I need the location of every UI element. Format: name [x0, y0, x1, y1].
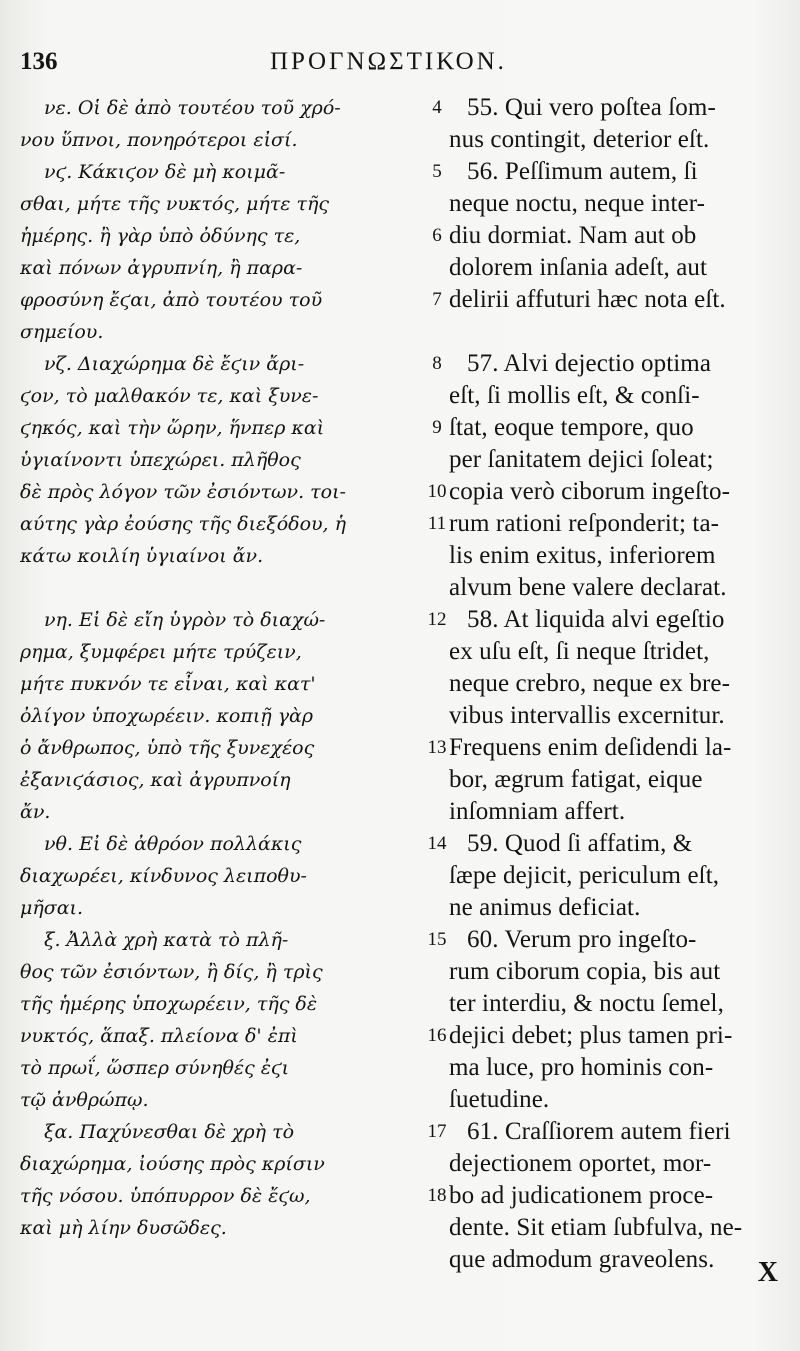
greek-line: ἄν. — [20, 801, 51, 823]
line-number — [425, 540, 449, 572]
latin-line: ſtat, eoque tempore, quo — [449, 414, 694, 441]
line-numbers-column — [425, 924, 449, 1116]
line-number: 7 — [432, 289, 442, 310]
greek-line: νθ. Εἰ δὲ ἀθρόον πολλάκις — [44, 833, 302, 855]
latin-line: rum rationi reſponderit; ta- — [449, 510, 720, 537]
greek-line: ὁ ἄνθρωπος, ὑπὸ τῆς ξυνεχέος — [20, 737, 315, 759]
latin-line: bo ad judicationem proce- — [449, 1182, 714, 1209]
latin-line: ſæpe dejicit, periculum eſt, — [449, 862, 720, 889]
latin-column — [449, 92, 789, 156]
latin-line: ter interdiu, & noctu ſemel, — [449, 990, 724, 1017]
parallel-text-body — [20, 92, 790, 1276]
line-number — [425, 1084, 449, 1116]
greek-column — [20, 156, 425, 348]
line-number — [425, 860, 449, 892]
signature-mark: X — [757, 1257, 778, 1288]
greek-line: δὲ πρὸς λόγον τῶν ἐσιόντων. τοι- — [20, 481, 346, 503]
line-number — [425, 1052, 449, 1084]
latin-line: ſuetudine. — [449, 1086, 550, 1113]
line-number — [425, 444, 449, 476]
latin-column — [449, 924, 789, 1116]
page-header — [20, 48, 790, 92]
section-6 — [20, 924, 790, 1116]
line-number: 5 — [432, 161, 442, 182]
line-number: 13 — [427, 737, 447, 758]
line-number — [425, 1244, 449, 1276]
latin-line: dente. Sit etiam ſubfulva, ne- — [449, 1214, 743, 1241]
latin-line: vibus intervallis excernitur. — [449, 702, 725, 729]
greek-line: τῆς νόσου. ὑπόπυρρον δὲ ἔϛω, — [20, 1185, 311, 1207]
latin-line: neque crebro, neque ex bre- — [449, 670, 731, 697]
greek-line: ϛον, τὸ μαλθακόν τε, καὶ ξυνε- — [20, 385, 319, 407]
greek-line: νη. Εἰ δὲ εἴη ὑγρὸν τὸ διαχώ- — [44, 609, 326, 631]
greek-column — [20, 92, 425, 156]
latin-line: 56. Peſſimum autem, ſi — [467, 158, 698, 185]
latin-line: dejici debet; plus tamen pri- — [449, 1022, 733, 1049]
greek-line: αύτης γὰρ ἐούσης τῆς διεξόδου, ἡ — [20, 513, 347, 535]
line-number — [425, 668, 449, 700]
latin-line: Frequens enim deſidendi la- — [449, 734, 732, 761]
line-numbers-column — [425, 156, 449, 348]
line-number: 12 — [427, 609, 447, 630]
page-number: 136 — [20, 48, 58, 75]
section-3 — [20, 348, 790, 604]
section-1 — [20, 92, 790, 156]
line-number: 11 — [427, 513, 447, 534]
line-number — [425, 988, 449, 1020]
latin-line: ne animus deficiat. — [449, 894, 641, 921]
latin-line: diu dormiat. Nam aut ob — [449, 222, 697, 249]
line-number — [425, 956, 449, 988]
line-number — [425, 252, 449, 284]
latin-line: dolorem inſania adeſt, aut — [449, 254, 708, 281]
line-number: 18 — [427, 1185, 447, 1206]
line-number — [425, 636, 449, 668]
greek-line: νϛ. Κάκιϛον δὲ μὴ κοιμᾶ- — [44, 161, 286, 183]
latin-line: inſomniam affert. — [449, 798, 626, 825]
greek-line: σθαι, μήτε τῆς νυκτός, μήτε τῆς — [20, 193, 330, 215]
line-number — [425, 188, 449, 220]
greek-line: κάτω κοιλίη ὑγιαίνοι ἄν. — [20, 545, 264, 567]
greek-line — [20, 1244, 421, 1276]
latin-line: ma luce, pro hominis con- — [449, 1054, 714, 1081]
line-number — [425, 1212, 449, 1244]
greek-line: νε. Οἱ δὲ ἀπὸ τουτέου τοῦ χρό- — [44, 97, 341, 119]
line-number — [425, 124, 449, 156]
line-number: 9 — [432, 417, 442, 438]
line-number — [425, 380, 449, 412]
greek-line: φροσύνη ἔϛαι, ἀπὸ τουτέου τοῦ — [20, 289, 323, 311]
section-5 — [20, 828, 790, 924]
greek-line: νυκτός, ἅπαξ. πλείονα δ' ἐπὶ — [20, 1025, 298, 1047]
greek-line: ϛηκός, καὶ τὴν ὥρην, ἥνπερ καὶ — [20, 417, 325, 439]
latin-line: bor, ægrum fatigat, eique — [449, 766, 703, 793]
line-number — [425, 316, 449, 348]
greek-column — [20, 604, 425, 828]
greek-line: διαχωρέει, κίνδυνος λειποθυ- — [20, 865, 307, 887]
latin-line: 57. Alvi dejectio optima — [467, 350, 712, 377]
latin-column — [449, 1116, 789, 1276]
greek-line: ἐξανιϛάσιος, καὶ ἀγρυπνοίη — [20, 769, 291, 791]
latin-line: 60. Verum pro ingeſto- — [467, 926, 697, 953]
latin-line — [449, 316, 789, 348]
latin-line: neque noctu, neque inter- — [449, 190, 706, 217]
greek-line: διαχώρημα, ἰούσης πρὸς κρίσιν — [20, 1153, 325, 1175]
line-number — [425, 572, 449, 604]
line-numbers-column — [425, 604, 449, 828]
line-number — [425, 1148, 449, 1180]
latin-column — [449, 828, 789, 924]
greek-column — [20, 348, 425, 604]
section-7 — [20, 1116, 790, 1276]
greek-line: ὀλίγον ὑποχωρέειν. κοπιῇ γὰρ — [20, 705, 314, 727]
greek-line: νζ. Διαχώρημα δὲ ἔϛιν ἄρι- — [44, 353, 305, 375]
greek-column — [20, 924, 425, 1116]
latin-line: rum ciborum copia, bis aut — [449, 958, 721, 985]
latin-line: 58. At liquida alvi egeſtio — [467, 606, 725, 633]
latin-line: delirii affuturi hæc nota eſt. — [449, 286, 726, 313]
line-numbers-column — [425, 92, 449, 156]
latin-line: copia verò ciborum ingeſto- — [449, 478, 731, 505]
greek-line: μῆσαι. — [20, 897, 84, 919]
line-number: 14 — [427, 833, 447, 854]
greek-line: τῷ ἀνθρώπῳ. — [20, 1089, 149, 1111]
greek-line: τῆς ἡμέρης ὑποχωρέειν, τῆς δὲ — [20, 993, 318, 1015]
greek-line: ξ. Ἀλλὰ χρὴ κατὰ τὸ πλῆ- — [44, 929, 289, 951]
line-number: 4 — [432, 97, 442, 118]
greek-line: θος τῶν ἐσιόντων, ἢ δίς, ἢ τρὶς — [20, 961, 323, 983]
greek-line: ὑγιαίνοντι ὑπεχώρει. πλῆθος — [20, 449, 301, 471]
greek-line: καὶ μὴ λίην δυσῶδες. — [20, 1217, 227, 1239]
section-4 — [20, 604, 790, 828]
latin-line: dejectionem oportet, mor- — [449, 1150, 712, 1177]
latin-column — [449, 156, 789, 348]
line-number: 17 — [427, 1121, 447, 1142]
greek-line: ρημα, ξυμφέρει μήτε τρύζειν, — [20, 641, 302, 663]
line-number: 6 — [432, 225, 442, 246]
latin-line: ex uſu eſt, ſi neque ſtridet, — [449, 638, 710, 665]
line-number — [425, 764, 449, 796]
line-number — [425, 892, 449, 924]
section-2 — [20, 156, 790, 348]
line-number — [425, 700, 449, 732]
greek-line: σημείου. — [20, 321, 104, 343]
line-numbers-column — [425, 828, 449, 924]
latin-line: nus contingit, deterior eſt. — [449, 126, 710, 153]
greek-line: ξα. Παχύνεσθαι δὲ χρὴ τὸ — [44, 1121, 295, 1143]
greek-line: μήτε πυκνόν τε εἶναι, καὶ κατ' — [20, 673, 316, 695]
line-number: 10 — [427, 481, 447, 502]
greek-column — [20, 828, 425, 924]
latin-line: 61. Craſſiorem autem fieri — [467, 1118, 731, 1145]
line-number: 8 — [432, 353, 442, 374]
greek-line: νου ὕπνοι, πονηρότεροι εἰσί. — [20, 129, 298, 151]
latin-line: eſt, ſi mollis eſt, & conſi- — [449, 382, 700, 409]
latin-column — [449, 604, 789, 828]
greek-line: ἡμέρης. ἢ γὰρ ὑπὸ ὀδύνης τε, — [20, 225, 301, 247]
line-number: 16 — [427, 1025, 447, 1046]
greek-column — [20, 1116, 425, 1276]
line-number: 15 — [427, 929, 447, 950]
greek-line — [20, 572, 421, 604]
line-number — [425, 796, 449, 828]
latin-line: alvum bene valere declarat. — [449, 574, 727, 601]
latin-column — [449, 348, 789, 604]
greek-line: τὸ πρωΐ, ὥσπερ σύνηθές ἐϛι — [20, 1057, 290, 1079]
greek-line: καὶ πόνων ἀγρυπνίη, ἢ παρα- — [20, 257, 303, 279]
latin-line: 55. Qui vero poſtea ſom- — [467, 94, 716, 121]
running-head: ΠΡΟΓΝΩΣΤΙΚΟΝ. — [270, 48, 507, 75]
latin-line: per ſanitatem dejici ſoleat; — [449, 446, 714, 473]
line-numbers-column — [425, 348, 449, 604]
latin-line: que admodum graveolens. — [449, 1246, 715, 1273]
line-numbers-column — [425, 1116, 449, 1276]
latin-line: lis enim exitus, inferiorem — [449, 542, 716, 569]
latin-line: 59. Quod ſi affatim, & — [467, 830, 693, 857]
